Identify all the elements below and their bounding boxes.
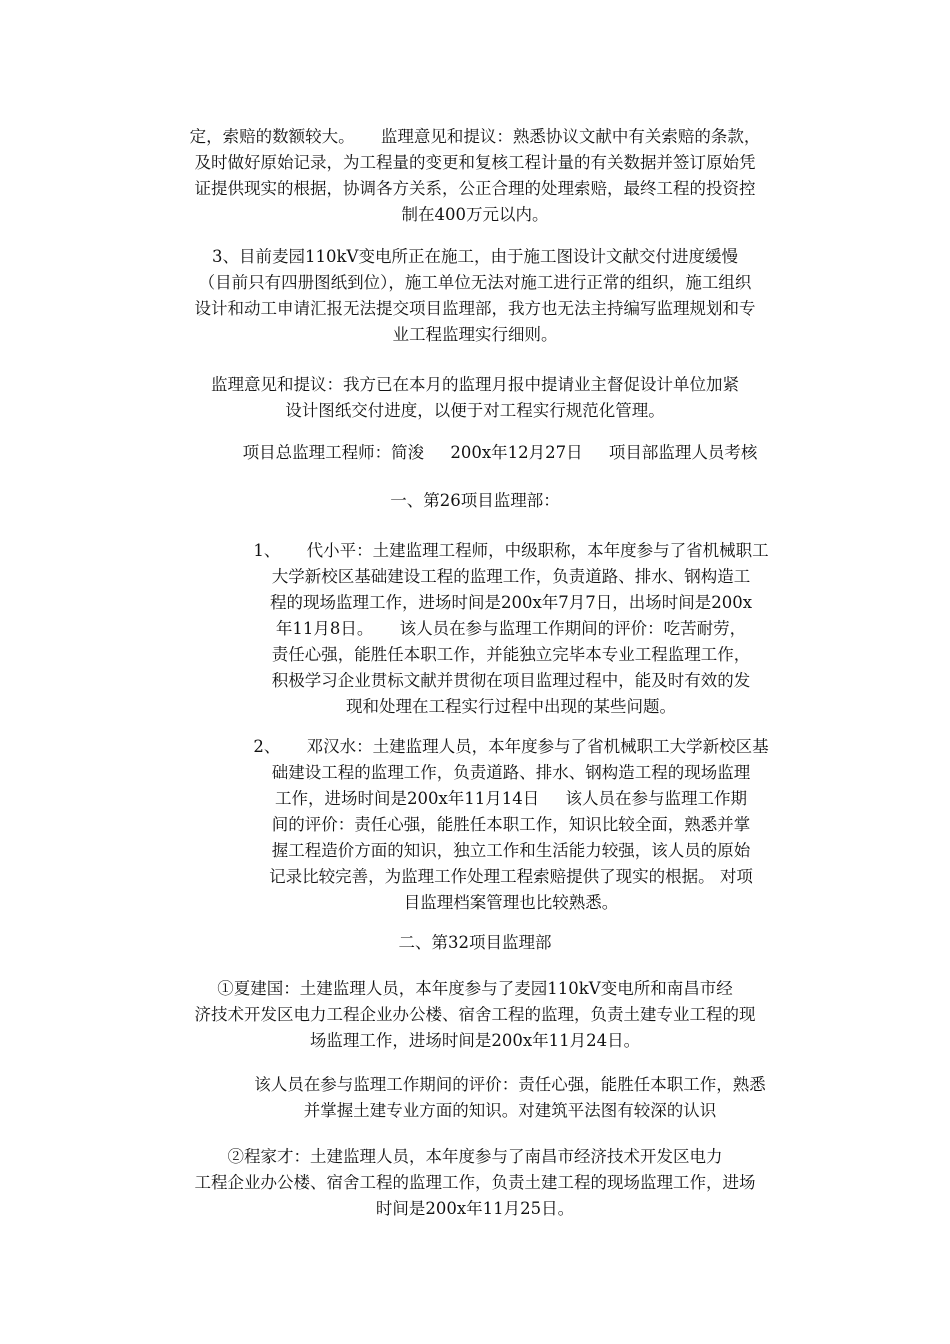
text-line: 责任心强，能胜任本职工作，并能独立完毕本专业工程监理工作， xyxy=(271,645,751,664)
section-heading: 二、第32项目监理部 xyxy=(398,933,552,952)
paragraph-person-cheng xyxy=(140,1144,810,1222)
text-line: 目监理档案管理也比较熟悉。 xyxy=(403,893,619,912)
paragraph-person-1 xyxy=(206,538,816,720)
text-line: 时间是200x年11月25日。 xyxy=(375,1199,575,1218)
text-line: 设计图纸交付进度，以便于对工程实行规范化管理。 xyxy=(285,401,665,420)
text-line: 年11月8日。 该人员在参与监理工作期间的评价：吃苦耐劳， xyxy=(275,619,747,638)
text-line: 设计和动工申请汇报无法提交项目监理部，我方也无法主持编写监理规划和专 xyxy=(194,299,756,318)
text-line: 工作，进场时间是200x年11月14日 该人员在参与监理工作期 xyxy=(274,789,747,808)
text-line: 定，索赔的数额较大。 监理意见和提议：熟悉协议文献中有关索赔的条款， xyxy=(189,127,761,146)
paragraph-item-3 xyxy=(150,244,800,348)
text-line: 场监理工作，进场时间是200x年11月24日。 xyxy=(309,1031,641,1050)
text-line: 记录比较完善，为监理工作处理工程索赔提供了现实的根据。 对项 xyxy=(269,867,753,886)
text-line: 3、目前麦园110kV变电所正在施工，由于施工图设计文献交付进度缓慢 xyxy=(212,247,738,266)
text-line: 济技术开发区电力工程企业办公楼、宿舍工程的监理，负责土建专业工程的现 xyxy=(194,1005,756,1024)
paragraph-signature xyxy=(175,440,825,466)
paragraph-person-2 xyxy=(206,734,816,916)
text-line: 制在400万元以内。 xyxy=(401,205,549,224)
text-line: ①夏建国：土建监理人员，本年度参与了麦园110kV变电所和南昌市经 xyxy=(217,979,733,998)
text-line: 项目总监理工程师：简浚 200x年12月27日 项目部监理人员考核 xyxy=(242,443,758,462)
paragraph-eval-xia xyxy=(190,1072,830,1124)
text-line: 程的现场监理工作，进场时间是200x年7月7日，出场时间是200x xyxy=(269,593,753,612)
text-line: 工程企业办公楼、宿舍工程的监理工作，负责土建工程的现场监理工作，进场 xyxy=(194,1173,756,1192)
text-line: 础建设工程的监理工作，负责道路、排水、钢构造工程的现场监理 xyxy=(271,763,751,782)
paragraph-opinion-3 xyxy=(190,372,760,424)
text-line: 积极学习企业贯标文献并贯彻在项目监理过程中，能及时有效的发 xyxy=(271,671,751,690)
text-line: 间的评价：责任心强，能胜任本职工作，知识比较全面，熟悉并掌 xyxy=(271,815,751,834)
text-line: 证提供现实的根据，协调各方关系，公正合理的处理索赔，最终工程的投资控 xyxy=(194,179,756,198)
text-line: ②程家才：土建监理人员，本年度参与了南昌市经济技术开发区电力 xyxy=(227,1147,723,1166)
text-line: 业工程监理实行细则。 xyxy=(392,325,558,344)
section-heading: 一、第26项目监理部： xyxy=(390,491,560,510)
text-line: 该人员在参与监理工作期间的评价：责任心强，能胜任本职工作，熟悉 xyxy=(254,1075,766,1094)
heading-26 xyxy=(280,488,670,514)
heading-32 xyxy=(300,930,650,956)
text-line: 大学新校区基础建设工程的监理工作，负责道路、排水、钢构造工 xyxy=(271,567,751,586)
text-line: 1、 代小平：土建监理工程师，中级职称，本年度参与了省机械职工 xyxy=(253,541,769,560)
paragraph-claim-continuation xyxy=(140,124,810,228)
text-line: 握工程造价方面的知识，独立工作和生活能力较强，该人员的原始 xyxy=(271,841,751,860)
text-line: （目前只有四册图纸到位），施工单位无法对施工进行正常的组织，施工组织 xyxy=(198,273,752,292)
text-line: 并掌握土建专业方面的知识。对建筑平法图有较深的认识 xyxy=(303,1101,717,1120)
text-line: 现和处理在工程实行过程中出现的某些问题。 xyxy=(346,697,676,716)
text-line: 2、 邓汉水：土建监理人员，本年度参与了省机械职工大学新校区基 xyxy=(253,737,769,756)
paragraph-person-xia xyxy=(140,976,810,1054)
text-line: 监理意见和提议：我方已在本月的监理月报中提请业主督促设计单位加紧 xyxy=(211,375,739,394)
text-line: 及时做好原始记录，为工程量的变更和复核工程计量的有关数据并签订原始凭 xyxy=(194,153,756,172)
